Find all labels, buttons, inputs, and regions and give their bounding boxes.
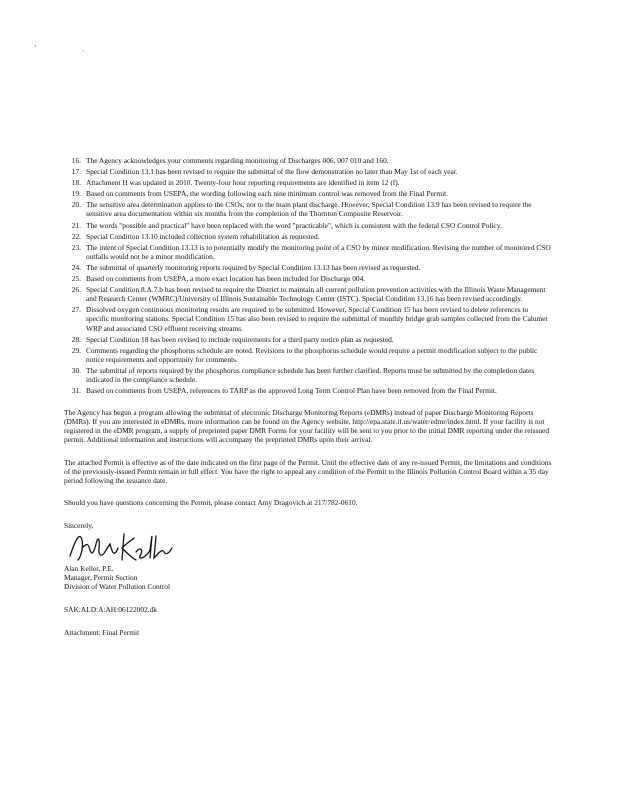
list-item-text: Based on comments from USEPA, a more exact location has been included for Discharge 004. (86, 274, 366, 284)
list-item-number: 22. (71, 231, 81, 241)
signer-name: Alan Keller, P.E. (64, 564, 114, 573)
list-item (64, 200, 552, 218)
list-item (64, 366, 552, 384)
list-item-number: 27. (71, 305, 81, 315)
signature-block (64, 521, 552, 591)
list-item-number: 17. (71, 167, 81, 177)
list-item (64, 305, 552, 332)
list-item-number: 20. (71, 200, 81, 210)
list-item-text: Dissolved oxygen continuous monitoring results are required to be submitted. However, Special Condition 15 has been revised to delete references to specific monitoring stations. Special Condition 15 has also been revised to require the submittal of monthly bridge grab samples collected from the Calumet WRP and associated CSO effluent receiving streams. (86, 305, 548, 333)
list-item (64, 156, 552, 165)
list-item-text: Special Condition 13.1 has been revised to require the submittal of the flow demonstration no later than May 1st of each year. (86, 167, 458, 177)
list-item (64, 221, 552, 230)
list-item-text: Comments regarding the phosphorus schedule are noted. Revisions to the phosphorus schedule would require a permit modification subject to the public notice requirements and opportunity for comments. (86, 345, 538, 364)
list-item-text: The words "possible and practical" have been replaced with the word "practicable", which is consistent with the federal CSO Control Policy. (86, 220, 502, 230)
list-item-text: The intent of Special Condition 13.13 is to potentially modify the monitoring point of a CSO by minor modification. Revising the number of monitored CSO outfalls would not be a minor modification. (86, 242, 551, 261)
list-item (64, 274, 552, 283)
corner-mark-right: ˏ (82, 44, 85, 52)
effective-date-paragraph: The attached Permit is effective as of the date indicated on the first page of the Permit. Until the effective date of any re-issued Permit, the limitations and conditions of the previously-issued Permit remain in full effect. You have the right to appeal any condition of the Permit to the Illinois Pollution Control Board within a 35 day period following the issuance date. (64, 457, 552, 485)
list-item-text: Special Condition 13.10 included collection system rehabilitation as requested. (86, 231, 320, 241)
list-item-number: 21. (71, 220, 81, 230)
list-item-text: The submittal of quarterly monitoring reports required by Special Condition 13.13 has been revised as requested. (86, 262, 421, 272)
signer-title: Manager, Permit Section (64, 573, 138, 583)
list-item-number: 16. (71, 156, 81, 165)
list-item-number: 25. (71, 274, 81, 284)
list-item-text: Special Condition 18 has been revised to include requirements for a third party notice plan as requested. (86, 334, 394, 344)
contact-paragraph: Should you have questions concerning the Permit, please contact Amy Dragovich at 217/782-0610. (64, 497, 358, 507)
list-item (64, 167, 552, 176)
signer-division: Division of Water Pollution Control (64, 582, 171, 592)
reference-code: SAK:ALD:A:AH:06122002.dk (64, 605, 157, 615)
list-item (64, 263, 552, 272)
list-item-text: Attachment H was updated in 2010. Twenty-four hour reporting requirements are identified in item 12 (f). (86, 178, 400, 188)
list-item-text: Special Condition 8.A.7.b has been revised to require the District to maintain all current pollution prevention activities with the Illinois Waste Management and Research Center (WMRC)/University of Illinois Sustainable Technology Center (ISTC). Special Condition 13.16 has been revised accordingly. (86, 285, 546, 304)
list-item-number: 31. (71, 386, 81, 396)
attachment-line: Attachment: Final Permit (64, 628, 140, 638)
signature-area (64, 530, 552, 564)
list-item-number: 24. (71, 262, 81, 272)
list-item-number: 30. (71, 365, 81, 375)
list-item-number: 28. (71, 334, 81, 344)
corner-mark-left: ʼ (34, 44, 37, 52)
list-item-text: The Agency acknowledges your comments regarding monitoring of Discharges 006, 007 010 and 160. (86, 156, 389, 165)
list-item-text: The sensitive area determination applies to the CSOs, not to the main plant discharge. However, Special Condition 13.9 has been revised to require the sensitive area documentation within six months from the completion of the Thornton Composite Reservoir. (86, 200, 532, 219)
edmr-paragraph: The Agency has begun a program allowing the submittal of electronic Discharge Monitoring Reports (eDMRs) instead of paper Discharge Monitoring Reports (DMRs). If you are interested in eDMRs, more information can be found on the Agency website, http://epa.state.il.us/water/edmr/index.html. If your facility is not registered in the eDMR program, a supply of preprinted paper DMR Forms for your facility will be sent to you prior to the initial DMR reporting under the reissued permit. Additional information and instructions will accompany the preprinted DMRs upon their arrival. (64, 408, 550, 445)
list-item-number: 18. (71, 178, 81, 188)
list-item (64, 386, 552, 395)
salutation: Sincerely, (64, 520, 94, 530)
letter-body (64, 156, 552, 637)
list-item-text: Based on comments from USEPA, the wording following each nine minimum control was removed from the Final Permit. (86, 189, 449, 199)
list-item (64, 335, 552, 344)
list-item-number: 29. (71, 345, 81, 355)
numbered-list (64, 156, 552, 395)
list-item (64, 346, 552, 364)
list-item-number: 19. (71, 189, 81, 199)
list-item-number: 23. (71, 242, 81, 252)
list-item-text: The submittal of reports required by the phosphorus compliance schedule has been further clarified. Reports must be submitted by the completion dates indicated in the compliance schedule. (86, 365, 535, 384)
list-item (64, 243, 552, 261)
list-item (64, 232, 552, 241)
list-item-number: 26. (71, 285, 81, 295)
handwritten-signature (66, 530, 176, 564)
list-item (64, 189, 552, 198)
list-item (64, 285, 552, 303)
list-item (64, 178, 552, 187)
list-item-text: Based on comments from USEPA, references to TARP as the approved Long Term Control Plan have been removed from the Final Permit. (86, 386, 497, 396)
